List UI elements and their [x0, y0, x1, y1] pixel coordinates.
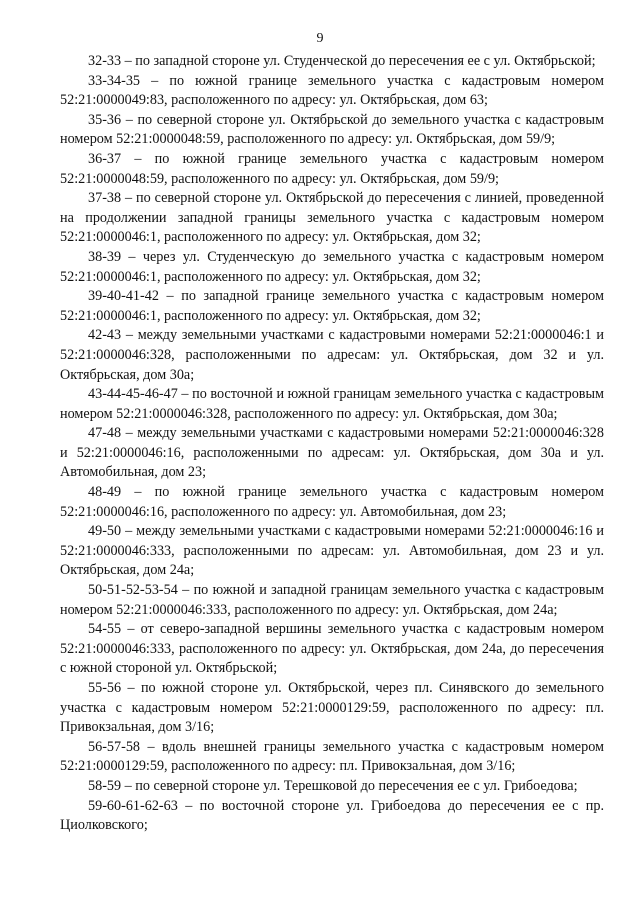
boundary-paragraph: 43-44-45-46-47 – по восточной и южной границам земельного участка с кадастровым номером 52:21:0000046:328, расположенного по адресу: ул. Октябрьская, дом 30а;	[60, 386, 604, 422]
boundary-paragraph: 42-43 – между земельными участками с кадастровыми номерами 52:21:0000046:1 и 52:21:0000046:328, расположенными по адресам: ул. Октябрьская, дом 32 и ул. Октябрьская, дом 30а;	[60, 327, 604, 383]
boundary-paragraph: 38-39 – через ул. Студенческую до земельного участка с кадастровым номером 52:21:0000046:1, расположенного по адресу: ул. Октябрьская, дом 32;	[60, 248, 604, 285]
boundary-paragraph: 36-37 – по южной границе земельного участка с кадастровым номером 52:21:0000048:59, расположенного по адресу: ул. Октябрьская, дом 59/9;	[60, 150, 604, 187]
boundary-paragraph: 37-38 – по северной стороне ул. Октябрьской до пересечения с линией, проведенной на продолжении западной границы земельного участка с кадастровым номером 52:21:0000046:1, расположенного по адресу: ул. Октябрьская, дом 32;	[60, 190, 604, 246]
boundary-paragraph: 39-40-41-42 – по западной границе земельного участка с кадастровым номером 52:21:0000046:1, расположенного по адресу: ул. Октябрьская, дом 32;	[60, 288, 604, 324]
boundary-paragraph: 58-59 – по северной стороне ул. Терешковой до пересечения ее с ул. Грибоедова;	[88, 777, 578, 794]
page-number: 9	[316, 31, 324, 46]
page-body	[60, 52, 604, 836]
boundary-paragraph: 49-50 – между земельными участками с кадастровыми номерами 52:21:0000046:16 и 52:21:0000046:333, расположенными по адресам: ул. Автомобильная, дом 23 и ул. Октябрьская, дом 24а;	[60, 523, 604, 579]
boundary-paragraph: 55-56 – по южной стороне ул. Октябрьской, через пл. Синявского до земельного участка с кадастровым номером 52:21:0000129:59, расположенного по адресу: пл. Привокзальная, дом 3/16;	[60, 680, 604, 736]
boundary-paragraph: 56-57-58 – вдоль внешней границы земельного участка с кадастровым номером 52:21:0000129:59, расположенного по адресу: пл. Привокзальная, дом 3/16;	[60, 738, 604, 775]
boundary-paragraph: 48-49 – по южной границе земельного участка с кадастровым номером 52:21:0000046:16, расположенного по адресу: ул. Автомобильная, дом 23;	[60, 484, 604, 520]
boundary-paragraph: 47-48 – между земельными участками с кадастровыми номерами 52:21:0000046:328 и 52:21:0000046:16, расположенными по адресам: ул. Октябрьская, дом 30а и ул. Автомобильная, дом 23;	[60, 425, 604, 481]
boundary-paragraph: 50-51-52-53-54 – по южной и западной границам земельного участка с кадастровым номером 52:21:0000046:333, расположенного по адресу: ул. Октябрьская, дом 24а;	[60, 582, 604, 618]
boundary-paragraph: 54-55 – от северо-западной вершины земельного участка с кадастровым номером 52:21:0000046:333, расположенного по адресу: ул. Октябрьская, дом 24а, до пересечения с южной стороной ул. Октябрьской;	[60, 621, 604, 677]
boundary-paragraph: 32-33 – по западной стороне ул. Студенческой до пересечения ее с ул. Октябрьской;	[88, 53, 596, 69]
boundary-paragraph: 59-60-61-62-63 – по восточной стороне ул. Грибоедова до пересечения ее с пр. Циолковского;	[60, 797, 604, 834]
boundary-paragraph: 33-34-35 – по южной границе земельного участка с кадастровым номером 52:21:0000049:83, расположенного по адресу: ул. Октябрьская, дом 63;	[60, 72, 604, 109]
boundary-paragraph: 35-36 – по северной стороне ул. Октябрьской до земельного участка с кадастровым номером 52:21:0000048:59, расположенного по адресу: ул. Октябрьская, дом 59/9;	[60, 111, 604, 148]
